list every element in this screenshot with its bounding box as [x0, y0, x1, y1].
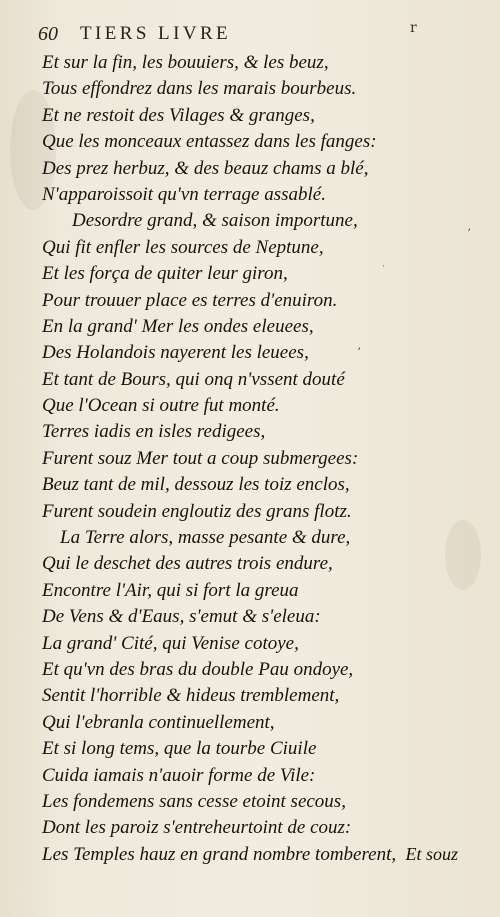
poem-line: La grand' Cité, qui Venise cotoye, [42, 632, 299, 654]
poem-line: Tous effondrez dans les marais bourbeus. [42, 78, 357, 100]
poem-line: Pour trouuer place es terres d'enuiron. [42, 289, 338, 311]
poem-line: La Terre alors, masse pesante & dure, [60, 527, 351, 549]
poem-line: Et sur la fin, les bouuiers, & les beuz, [42, 52, 329, 73]
poem-line: Furent soudein engloutiz des grans flotz. [42, 500, 352, 522]
poem-text [42, 50, 482, 868]
poem-line: Que l'Ocean si outre fut monté. [42, 395, 280, 417]
corner-mark: r [410, 20, 417, 36]
poem-line: Qui l'ebranla continuellement, [42, 711, 275, 733]
poem-line: Terres iadis en isles redigees, [42, 421, 266, 443]
page-header [28, 20, 468, 48]
margin-mark: ʼ [467, 227, 471, 240]
poem-line: N'apparoissoit qu'vn terrage assablé. [42, 183, 326, 205]
poem-line: Que les monceaux entassez dans les fanges: [42, 131, 377, 153]
poem-line: Et qu'vn des bras du double Pau ondoye, [42, 658, 354, 680]
poem-line: Qui le deschet des autres trois endure, [42, 553, 333, 575]
poem-line: Dont les paroiz s'entreheurtoint de couz: [42, 817, 352, 839]
poem-line: Des prez herbuz, & des beauz chams a blé, [42, 157, 369, 179]
poem-line: Les Temples hauz en grand nombre tomberent, [42, 843, 397, 865]
poem-line: Des Holandois nayerent les leuees, [42, 342, 309, 364]
poem-line: Qui fit enfler les sources de Neptune, [42, 236, 324, 258]
poem-line: Les fondemens sans cesse etoint secous, [42, 790, 346, 812]
catchword: Et souz [405, 844, 458, 864]
page-number: 60 [38, 23, 58, 45]
poem-line: De Vens & d'Eaus, s'emut & s'eleua: [42, 606, 321, 628]
running-head: TIERS LIVRE [80, 23, 232, 44]
poem-line: Cuida iamais n'auoir forme de Vile: [42, 764, 316, 786]
poem-line: Et si long tems, que la tourbe Ciuile [42, 738, 317, 760]
poem-line: Desordre grand, & saison importune, [72, 210, 358, 232]
poem-line: En la grand' Mer les ondes eleuees, [42, 315, 314, 337]
poem-line: Et tant de Bours, qui onq n'vssent douté [42, 368, 345, 390]
poem-line: Furent souz Mer tout a coup submergees: [42, 447, 359, 469]
margin-mark: ʼ [357, 346, 361, 359]
margin-mark: · [382, 262, 385, 272]
poem-line: Sentit l'horrible & hideus tremblement, [42, 685, 340, 707]
poem-line: Beuz tant de mil, dessouz les toiz enclos, [42, 474, 350, 496]
poem-line: Et les força de quiter leur giron, [42, 263, 288, 285]
poem-line: Encontre l'Air, qui si fort la greua [42, 579, 299, 601]
poem-line: Et ne restoit des Vilages & granges, [42, 104, 315, 126]
